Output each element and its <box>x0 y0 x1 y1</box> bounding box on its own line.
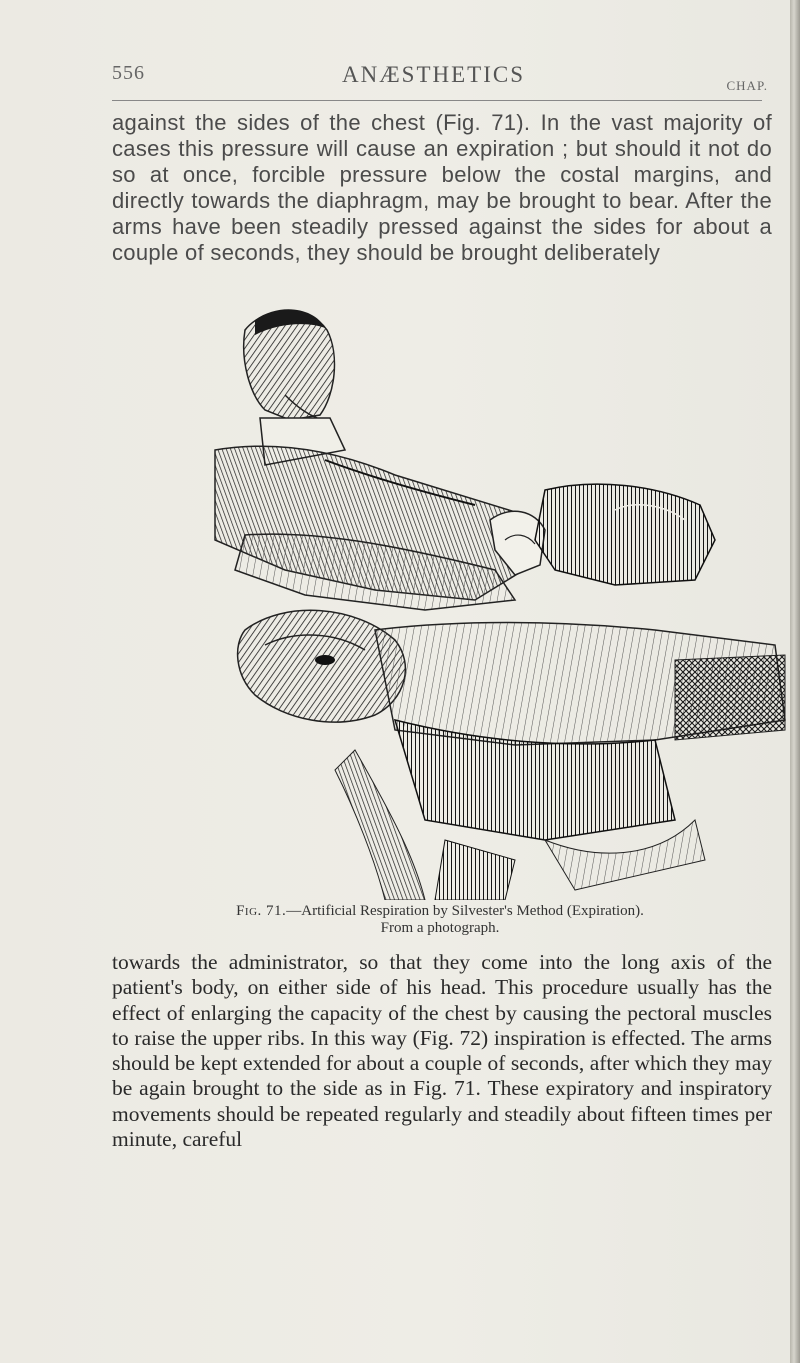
header-rule <box>112 100 762 101</box>
page-header <box>112 62 768 96</box>
page-number: 556 <box>112 62 145 84</box>
patient-head <box>238 610 406 722</box>
paragraph-bottom: towards the administrator, so that they come into the long axis of the patient's body, on either side of his head. This procedure usually has the effect of enlarging the capacity of the chest by causing the pectoral muscles to raise the upper ribs. In this way (Fig. 72) inspiration is effected. The arms should be kept extended for about a couple of seconds, after which they may be again brought to the side as in Fig. 71. These expiratory and inspiratory movements should be repeated regularly and steadily about fifteen times per minute, careful <box>112 950 772 1152</box>
patient-body <box>375 623 785 841</box>
engraving-illustration <box>95 300 790 900</box>
paragraph-top: against the sides of the chest (Fig. 71). In the vast majority of cases this pressure will cause an expiration ; but should it not do so at once, forcible pressure below the costal margins, and directly towards the diaphragm, may be brought to bear. After the arms have been steadily pressed against the sides for about a couple of seconds, they should be brought deliberately <box>112 110 772 265</box>
page-edge <box>790 0 800 1363</box>
figure-caption <box>112 903 768 937</box>
figure-illustration <box>95 300 790 900</box>
patient-arm <box>535 484 715 585</box>
figure-subcaption: From a photograph. <box>380 920 500 936</box>
figure-caption-text: —Artificial Respiration by Silvester's Method (Expiration). <box>286 903 644 919</box>
running-head: ANÆSTHETICS <box>342 62 526 87</box>
administrator-head <box>244 309 335 420</box>
chapter-mark: CHAP. <box>726 78 768 93</box>
figure-label: Fig. 71. <box>236 903 287 919</box>
